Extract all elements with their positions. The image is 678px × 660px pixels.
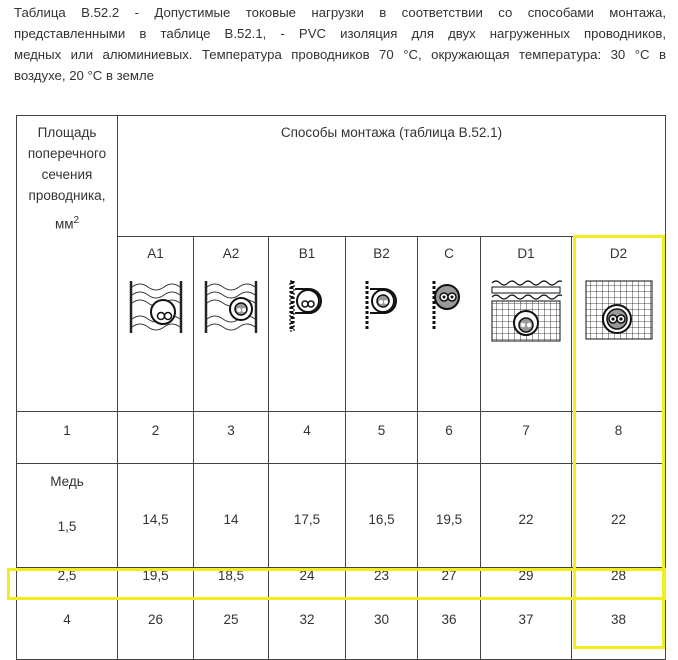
table-cell xyxy=(418,464,481,568)
section-value: 4 xyxy=(17,600,118,660)
method-d1 xyxy=(481,237,572,412)
cell-value: 22 xyxy=(518,512,534,527)
method-label: A2 xyxy=(222,246,240,261)
cell-value: 27 xyxy=(418,568,481,600)
column-number: 5 xyxy=(346,412,418,464)
table-cell xyxy=(194,464,269,568)
method-b1-icon xyxy=(287,279,327,335)
area-header-line-3: сечения xyxy=(41,167,93,182)
caption-line-2: представленными в таблице В.52.1, - PVC изоляция для двух нагруженных проводников, xyxy=(14,26,666,41)
column-number: 1 xyxy=(17,412,118,464)
cell-value: 14 xyxy=(223,512,239,527)
cell-value: 29 xyxy=(481,568,572,600)
method-a2-icon xyxy=(203,279,259,335)
method-a2 xyxy=(194,237,269,412)
methods-header: Способы монтажа (таблица В.52.1) xyxy=(118,116,666,237)
highlight-row-2-5 xyxy=(7,568,666,600)
cell-value: 19,5 xyxy=(118,568,194,600)
caption-line-4: воздухе, 20 °С в земле xyxy=(14,68,154,83)
area-unit-sup: 2 xyxy=(73,215,80,226)
caption-line-1: Таблица В.52.2 - Допустимые токовые нагрузки в соответствии со способами монтажа, xyxy=(14,5,666,20)
material-label: Медь xyxy=(50,474,84,489)
cell-value: 22 xyxy=(610,512,627,527)
method-label: B2 xyxy=(373,246,390,261)
section-value: 1,5 xyxy=(57,519,77,534)
method-label: C xyxy=(444,246,454,261)
section-value: 2,5 xyxy=(17,568,118,600)
method-label: B1 xyxy=(298,246,316,261)
area-unit-text: мм xyxy=(54,216,74,232)
area-header-line-4: проводника, xyxy=(28,188,106,203)
table-row-1-5-section xyxy=(17,464,118,568)
table-cell xyxy=(346,464,418,568)
column-number: 8 xyxy=(572,412,666,464)
method-a1-icon xyxy=(128,279,184,335)
cell-value: 14,5 xyxy=(142,512,169,527)
cell-value: 25 xyxy=(194,600,269,660)
cell-value: 38 xyxy=(572,600,666,660)
column-number: 6 xyxy=(418,412,481,464)
method-b2-icon xyxy=(362,279,402,335)
method-label: D2 xyxy=(609,246,628,261)
method-d1-icon xyxy=(490,279,562,343)
method-c xyxy=(418,237,481,412)
table-cell xyxy=(269,464,346,568)
cell-value: 32 xyxy=(269,600,346,660)
method-b1 xyxy=(269,237,346,412)
cell-value: 36 xyxy=(418,600,481,660)
method-a1 xyxy=(118,237,194,412)
caption-line-3: медных или алюминиевых. Температура проводников 70 °С, окружающая температура: 30 °С в xyxy=(14,47,666,62)
method-label: D1 xyxy=(517,246,535,261)
table-cell xyxy=(118,464,194,568)
cell-value: 28 xyxy=(572,568,666,600)
area-header xyxy=(17,116,118,412)
cell-value: 23 xyxy=(346,568,418,600)
column-number: 2 xyxy=(118,412,194,464)
method-c-icon xyxy=(429,279,469,335)
area-unit xyxy=(17,206,117,235)
cell-value: 26 xyxy=(118,600,194,660)
cell-value: 24 xyxy=(269,568,346,600)
column-number: 3 xyxy=(194,412,269,464)
cell-value: 30 xyxy=(346,600,418,660)
table-cell xyxy=(481,464,572,568)
cell-value: 37 xyxy=(481,600,572,660)
column-number: 4 xyxy=(269,412,346,464)
area-header-line-2: поперечного xyxy=(27,146,107,161)
table-caption xyxy=(14,2,666,86)
cell-value: 18,5 xyxy=(194,568,269,600)
cell-value: 19,5 xyxy=(435,512,463,527)
method-b2 xyxy=(346,237,418,412)
area-header-line-1: Площадь xyxy=(37,125,97,140)
method-label: A1 xyxy=(147,246,164,261)
cell-value: 17,5 xyxy=(293,512,321,527)
column-number: 7 xyxy=(481,412,572,464)
cell-value: 16,5 xyxy=(368,512,395,527)
